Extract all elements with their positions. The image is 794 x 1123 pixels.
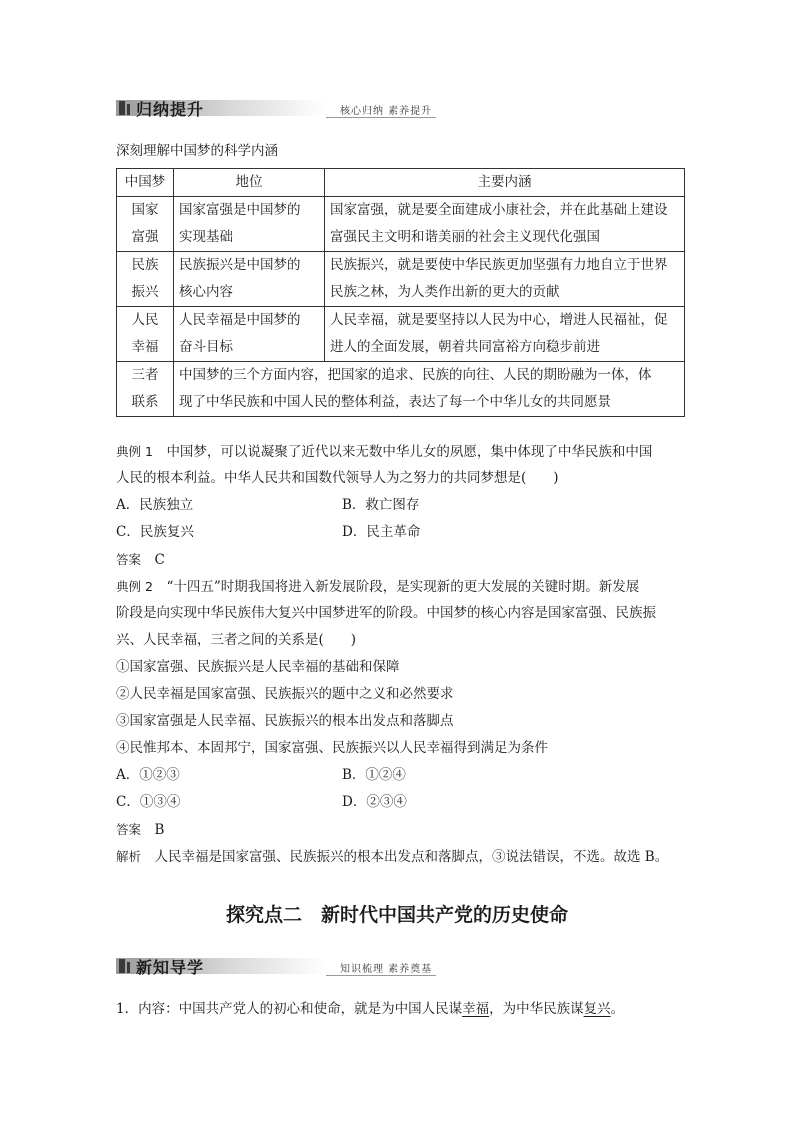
banner-subtitle: 核心归纳 素养提升 [340,106,433,117]
section-banner-new-knowledge [116,955,436,977]
table-cell: 中国梦的三个方面内容，把国家的追求、民族的向往、人民的期盼融为一体，体 现了中华民族和中国人民的整体利益，表达了每一个中华儿女的共同愿景 [174,362,685,417]
table-header: 中国梦 [117,169,174,197]
section-heading: 探究点二 新时代中国共产党的历史使命 [225,904,568,926]
table-cell: 民族 振兴 [117,252,174,307]
example2-statement: ①国家富强、民族振兴是人民幸福的基础和保障 [116,659,400,675]
example1-label: 典例 1 [116,444,153,459]
banner-mark-icon [127,104,130,115]
table-cell: 民族振兴，就是要使中华民族更加坚强有力地自立于世界 民族之林，为人类作出新的更大的贡献 [325,252,685,307]
banner-subtitle: 知识梳理 素养奠基 [340,964,433,975]
example2-analysis: 解析 人民幸福是国家富强、民族振兴的根本出发点和落脚点，③说法错误，不选。故选 B。 [116,849,669,865]
banner-mark-icon [127,962,130,973]
table-row [117,307,685,362]
table-cell: 三者 联系 [117,362,174,417]
example2-option-c: C．①③④ [116,794,181,810]
table-header: 地位 [174,169,325,197]
blank-answer: 复兴 [583,1001,611,1017]
table-cell: 国家 富强 [117,197,174,252]
example2-line1: 典例 2 “十四五”时期我国将进入新发展阶段，是实现新的更大发展的关键时期。新发展 [116,579,640,595]
section-banner-summary [116,97,436,119]
example2-line3: 兴、人民幸福，三者之间的关系是( ) [116,632,357,648]
table-caption: 深刻理解中国梦的科学内涵 [116,143,278,159]
example1-option-a: A．民族独立 [116,497,194,513]
example2-answer: 答案 B [116,822,165,838]
banner-mark-icon [119,101,125,115]
example1-option-d: D．民主革命 [342,524,421,540]
example2-option-d: D．②③④ [342,794,407,810]
table-row [117,252,685,307]
banner-rule [326,117,436,118]
example1-option-b: B．救亡图存 [342,497,420,513]
table-cell: 人民 幸福 [117,307,174,362]
table-header: 主要内涵 [325,169,685,197]
example2-statement: ②人民幸福是国家富强、民族振兴的题中之义和必然要求 [116,686,454,702]
table-cell: 人民幸福，就是要坚持以人民为中心，增进人民福祉，促 进人的全面发展，朝着共同富裕方向稳步前进 [325,307,685,362]
example1-answer: 答案 C [116,552,165,568]
example2-label: 典例 2 [116,579,153,594]
table-cell: 人民幸福是中国梦的 奋斗目标 [174,307,325,362]
example2-option-a: A．①②③ [116,767,180,783]
example1-line1: 典例 1 中国梦，可以说凝聚了近代以来无数中华儿女的夙愿，集中体现了中华民族和中国 [116,444,653,460]
blank-answer: 幸福 [462,1001,490,1017]
point1-content: 1．内容：中国共产党人的初心和使命，就是为中国人民谋幸福，为中华民族谋复兴。 [116,1001,625,1017]
chinese-dream-table [116,168,685,417]
example1-option-c: C．民族复兴 [116,524,194,540]
table-cell: 民族振兴是中国梦的 核心内容 [174,252,325,307]
banner-rule [326,975,436,976]
table-cell: 国家富强，就是要全面建成小康社会，并在此基础上建设 富强民主文明和谐美丽的社会主义现代化强国 [325,197,685,252]
table-header-row [117,169,685,197]
example2-statement: ③国家富强是人民幸福、民族振兴的根本出发点和落脚点 [116,713,454,729]
banner-title: 归纳提升 [136,100,205,119]
table-cell: 国家富强是中国梦的 实现基础 [174,197,325,252]
example2-statement: ④民惟邦本、本固邦宁，国家富强、民族振兴以人民幸福得到满足为条件 [116,740,548,756]
banner-title: 新知导学 [136,958,205,977]
table-row [117,197,685,252]
example2-line2: 阶段是向实现中华民族伟大复兴中国梦进军的阶段。中国梦的核心内容是国家富强、民族振 [116,605,656,621]
example2-option-b: B．①②④ [342,767,406,783]
table-row-summary [117,362,685,417]
banner-mark-icon [119,959,125,973]
example1-line2: 人民的根本利益。中华人民共和国数代领导人为之努力的共同梦想是( ) [116,470,559,486]
